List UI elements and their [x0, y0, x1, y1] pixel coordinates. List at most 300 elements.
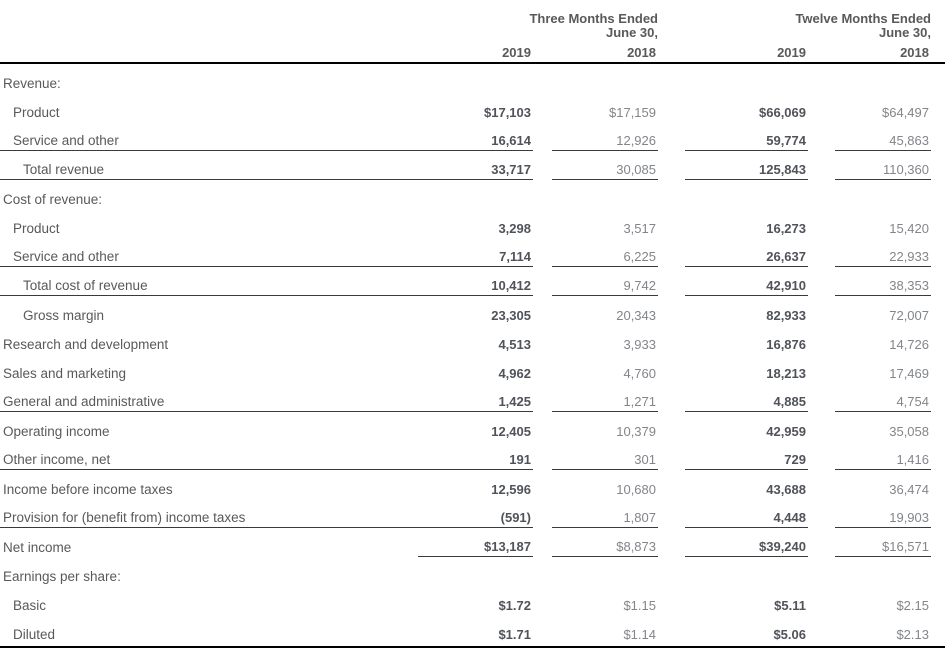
- table-row: [0, 361, 945, 390]
- value-text: 3,517: [623, 221, 656, 236]
- value-cell: [685, 216, 808, 238]
- value-cell: [418, 71, 533, 93]
- column-gap: [808, 158, 835, 180]
- right-padding: [931, 274, 945, 296]
- column-gap: [533, 419, 552, 441]
- value-cell: [685, 71, 808, 93]
- value-text: 19,903: [889, 510, 929, 525]
- table-row: [0, 303, 945, 332]
- value-text: $39,240: [759, 539, 806, 554]
- value-cell: [552, 448, 658, 470]
- header-label-spacer: [0, 26, 418, 40]
- column-gap: [658, 593, 685, 615]
- value-cell: [835, 622, 931, 644]
- column-gap: [808, 71, 835, 93]
- column-gap: [533, 564, 552, 586]
- value-cell: [418, 187, 533, 209]
- value-text: 10,379: [616, 424, 656, 439]
- value-cell: [418, 535, 533, 557]
- value-text: 30,085: [616, 162, 656, 177]
- right-padding: [931, 129, 945, 151]
- value-cell: [685, 361, 808, 383]
- value-cell: [685, 390, 808, 412]
- value-text: $1.72: [498, 598, 531, 613]
- value-text: 4,962: [498, 366, 531, 381]
- column-gap: [808, 506, 835, 528]
- right-padding: [931, 564, 945, 586]
- right-padding: [931, 71, 945, 93]
- right-padding: [931, 332, 945, 354]
- table-row: [0, 390, 945, 419]
- table-row: [0, 593, 945, 622]
- right-padding: [931, 419, 945, 441]
- value-text: $1.71: [498, 627, 531, 642]
- column-gap: [533, 332, 552, 354]
- table-row: [0, 564, 945, 593]
- value-cell: [552, 129, 658, 151]
- value-cell: [835, 158, 931, 180]
- value-cell: [418, 622, 533, 644]
- row-label: [0, 274, 418, 296]
- col-group-twelve-months-subtitle: June 30,: [878, 25, 931, 40]
- value-cell: [552, 419, 658, 441]
- row-label-text: Service and other: [13, 249, 119, 264]
- column-gap: [533, 216, 552, 238]
- value-cell: [552, 332, 658, 354]
- row-label: [0, 593, 418, 615]
- column-gap: [533, 506, 552, 528]
- value-cell: [552, 622, 658, 644]
- row-label-text: Operating income: [3, 424, 110, 439]
- value-cell: [418, 129, 533, 151]
- value-cell: [552, 245, 658, 267]
- value-text: 14,726: [889, 337, 929, 352]
- column-gap: [533, 274, 552, 296]
- table-row: [0, 129, 945, 158]
- column-gap: [808, 622, 835, 644]
- value-text: $5.11: [774, 598, 806, 613]
- value-cell: [552, 361, 658, 383]
- row-label: [0, 187, 418, 209]
- table-body: [0, 64, 945, 651]
- value-text: 18,213: [766, 366, 806, 381]
- column-gap: [808, 564, 835, 586]
- column-gap: [808, 274, 835, 296]
- value-cell: [835, 361, 931, 383]
- value-cell: [418, 158, 533, 180]
- row-label-text: Product: [13, 105, 60, 120]
- row-label-text: Sales and marketing: [3, 366, 127, 381]
- column-gap: [658, 187, 685, 209]
- value-text: 4,760: [623, 366, 656, 381]
- value-text: (591): [500, 510, 531, 525]
- row-label-text: Net income: [3, 540, 72, 555]
- table-row: [0, 274, 945, 303]
- column-gap: [808, 448, 835, 470]
- value-text: 125,843: [759, 162, 806, 177]
- table-row: [0, 419, 945, 448]
- value-cell: [418, 303, 533, 325]
- column-gap: [658, 303, 685, 325]
- row-label: [0, 245, 418, 267]
- value-cell: [835, 506, 931, 528]
- value-cell: [685, 419, 808, 441]
- value-text: $17,159: [609, 105, 656, 120]
- year-header-12m-2018: 2018: [900, 44, 929, 60]
- column-gap: [533, 100, 552, 122]
- value-text: 4,885: [773, 394, 806, 409]
- value-cell: [835, 390, 931, 412]
- column-gap: [533, 448, 552, 470]
- column-gap: [533, 71, 552, 93]
- value-cell: [835, 564, 931, 586]
- column-gap: [808, 100, 835, 122]
- header-title-row: [0, 12, 945, 26]
- value-text: 1,425: [498, 394, 531, 409]
- table-row: [0, 332, 945, 361]
- value-text: $1.15: [623, 598, 656, 613]
- row-label: [0, 390, 418, 412]
- column-gap: [658, 564, 685, 586]
- table-row: [0, 477, 945, 506]
- row-label: [0, 622, 418, 644]
- row-label-text: Other income, net: [3, 452, 111, 467]
- column-gap: [533, 535, 552, 557]
- value-text: 45,863: [889, 133, 929, 148]
- column-gap: [658, 477, 685, 499]
- value-cell: [835, 100, 931, 122]
- value-cell: [418, 100, 533, 122]
- value-cell: [835, 593, 931, 615]
- value-cell: [835, 535, 931, 557]
- value-cell: [685, 100, 808, 122]
- row-label-text: Revenue:: [3, 76, 61, 91]
- value-cell: [552, 564, 658, 586]
- value-text: 1,416: [896, 452, 929, 467]
- column-gap: [658, 390, 685, 412]
- right-padding: [931, 100, 945, 122]
- value-text: 72,007: [889, 308, 929, 323]
- value-cell: [418, 361, 533, 383]
- right-padding: [931, 187, 945, 209]
- value-cell: [685, 593, 808, 615]
- value-cell: [418, 419, 533, 441]
- value-text: 6,225: [623, 249, 656, 264]
- value-cell: [418, 477, 533, 499]
- value-cell: [552, 477, 658, 499]
- value-text: 3,298: [498, 221, 531, 236]
- row-label-text: General and administrative: [3, 394, 165, 409]
- value-text: $17,103: [484, 105, 531, 120]
- table-row: [0, 448, 945, 477]
- row-label: [0, 506, 418, 528]
- column-gap: [808, 390, 835, 412]
- column-gap: [533, 593, 552, 615]
- row-label-text: Diluted: [13, 627, 56, 642]
- value-text: 4,513: [498, 337, 531, 352]
- value-text: 42,910: [766, 278, 806, 293]
- value-cell: [835, 274, 931, 296]
- right-padding: [931, 303, 945, 325]
- column-gap: [658, 26, 685, 40]
- value-text: 4,754: [896, 394, 929, 409]
- value-cell: [835, 332, 931, 354]
- value-cell: [835, 129, 931, 151]
- value-text: $5.06: [773, 627, 806, 642]
- column-gap: [658, 361, 685, 383]
- right-padding: [931, 448, 945, 470]
- value-text: 43,688: [766, 482, 806, 497]
- value-cell: [552, 158, 658, 180]
- right-padding: [931, 12, 945, 26]
- value-cell: [685, 187, 808, 209]
- value-cell: [685, 129, 808, 151]
- value-cell: [685, 448, 808, 470]
- value-cell: [835, 477, 931, 499]
- value-text: 110,360: [882, 162, 929, 177]
- column-gap: [808, 303, 835, 325]
- row-label-text: Provision for (benefit from) income taxes: [3, 510, 246, 525]
- col-group-three-months-title: Three Months Ended: [529, 11, 658, 26]
- value-cell: [685, 535, 808, 557]
- value-cell: [835, 216, 931, 238]
- column-gap: [808, 535, 835, 557]
- column-gap: [533, 477, 552, 499]
- table-row: [0, 216, 945, 245]
- value-cell: [835, 245, 931, 267]
- value-text: 26,637: [766, 249, 806, 264]
- value-text: 59,774: [766, 133, 806, 148]
- value-cell: [552, 71, 658, 93]
- right-padding: [931, 361, 945, 383]
- row-label: [0, 361, 418, 383]
- table-row: [0, 245, 945, 274]
- value-cell: [552, 274, 658, 296]
- column-gap: [658, 129, 685, 151]
- value-text: 10,412: [491, 278, 531, 293]
- value-text: 17,469: [889, 366, 929, 381]
- value-text: 35,058: [889, 424, 929, 439]
- column-gap: [658, 245, 685, 267]
- column-gap: [658, 622, 685, 644]
- right-padding: [931, 535, 945, 557]
- value-text: 4,448: [773, 510, 806, 525]
- value-cell: [418, 332, 533, 354]
- column-gap: [658, 535, 685, 557]
- value-cell: [418, 245, 533, 267]
- row-label: [0, 71, 418, 93]
- row-label: [0, 100, 418, 122]
- table-row: [0, 158, 945, 187]
- column-gap: [808, 332, 835, 354]
- value-text: $8,873: [616, 539, 656, 554]
- right-padding: [931, 26, 945, 40]
- right-padding: [931, 593, 945, 615]
- row-label: [0, 448, 418, 470]
- row-label-text: Earnings per share:: [3, 569, 121, 584]
- row-label: [0, 216, 418, 238]
- row-label-text: Income before income taxes: [3, 482, 173, 497]
- year-header-3m-2019: 2019: [502, 44, 531, 60]
- value-text: 16,876: [766, 337, 806, 352]
- value-cell: [685, 274, 808, 296]
- value-cell: [418, 564, 533, 586]
- column-gap: [658, 274, 685, 296]
- right-padding: [931, 390, 945, 412]
- value-text: $1.14: [623, 627, 656, 642]
- value-cell: [685, 564, 808, 586]
- column-gap: [658, 216, 685, 238]
- value-text: 1,271: [623, 394, 656, 409]
- value-cell: [552, 593, 658, 615]
- row-label: [0, 129, 418, 151]
- year-header-12m-2019: 2019: [777, 44, 806, 60]
- value-cell: [685, 506, 808, 528]
- value-text: $16,571: [882, 539, 929, 554]
- value-text: 22,933: [889, 249, 929, 264]
- column-gap: [808, 129, 835, 151]
- value-text: 301: [634, 452, 656, 467]
- row-label: [0, 332, 418, 354]
- table-row: [0, 506, 945, 535]
- value-text: 33,717: [491, 162, 531, 177]
- row-label: [0, 535, 418, 557]
- row-label: [0, 158, 418, 180]
- table-row: [0, 535, 945, 564]
- value-cell: [418, 274, 533, 296]
- value-text: 82,933: [766, 308, 806, 323]
- value-cell: [552, 506, 658, 528]
- value-text: $13,187: [484, 539, 531, 554]
- value-text: 20,343: [616, 308, 656, 323]
- column-gap: [658, 332, 685, 354]
- row-label-text: Basic: [13, 598, 47, 613]
- column-gap: [808, 187, 835, 209]
- value-cell: [685, 303, 808, 325]
- column-gap: [533, 245, 552, 267]
- right-padding: [931, 506, 945, 528]
- value-text: 191: [509, 452, 531, 467]
- row-label-text: Service and other: [13, 133, 119, 148]
- value-text: 38,353: [889, 278, 929, 293]
- column-gap: [533, 158, 552, 180]
- value-text: 23,305: [491, 308, 531, 323]
- value-cell: [418, 390, 533, 412]
- value-text: 36,474: [889, 482, 929, 497]
- column-gap: [808, 419, 835, 441]
- table-row: [0, 100, 945, 129]
- value-text: $2.15: [896, 598, 929, 613]
- value-text: 16,273: [766, 221, 806, 236]
- row-label: [0, 419, 418, 441]
- value-text: 3,933: [623, 337, 656, 352]
- row-label-text: Total cost of revenue: [23, 278, 148, 293]
- bottom-rule: [0, 646, 945, 648]
- column-gap: [808, 245, 835, 267]
- value-cell: [685, 332, 808, 354]
- value-text: $64,497: [882, 105, 929, 120]
- column-gap: [658, 158, 685, 180]
- col-group-three-months-subtitle: June 30,: [605, 25, 658, 40]
- value-text: 12,405: [491, 424, 531, 439]
- row-label-text: Product: [13, 221, 60, 236]
- column-gap: [658, 100, 685, 122]
- value-text: 42,959: [766, 424, 806, 439]
- column-gap: [533, 390, 552, 412]
- value-cell: [835, 187, 931, 209]
- value-text: 9,742: [623, 278, 656, 293]
- value-cell: [835, 448, 931, 470]
- value-cell: [685, 158, 808, 180]
- value-text: 16,614: [491, 133, 531, 148]
- right-padding: [931, 477, 945, 499]
- row-label: [0, 303, 418, 325]
- value-cell: [418, 593, 533, 615]
- col-group-twelve-months-title: Twelve Months Ended: [795, 11, 931, 26]
- column-gap: [533, 303, 552, 325]
- value-text: $66,069: [759, 105, 806, 120]
- value-text: 729: [784, 452, 806, 467]
- column-gap: [808, 593, 835, 615]
- value-cell: [552, 535, 658, 557]
- column-gap: [808, 216, 835, 238]
- value-cell: [552, 216, 658, 238]
- column-gap: [808, 477, 835, 499]
- column-gap: [533, 187, 552, 209]
- right-padding: [931, 245, 945, 267]
- value-cell: [552, 100, 658, 122]
- column-gap: [533, 129, 552, 151]
- value-cell: [685, 245, 808, 267]
- column-gap: [658, 419, 685, 441]
- table-header: [0, 0, 945, 64]
- column-gap: [533, 622, 552, 644]
- value-text: 12,596: [491, 482, 531, 497]
- header-label-spacer: [0, 12, 418, 26]
- value-text: $2.13: [896, 627, 929, 642]
- value-cell: [552, 187, 658, 209]
- value-cell: [418, 506, 533, 528]
- column-gap: [658, 71, 685, 93]
- table-row: [0, 187, 945, 216]
- table-row: [0, 71, 945, 100]
- value-cell: [685, 622, 808, 644]
- header-subtitle-row: [0, 26, 945, 40]
- value-cell: [552, 303, 658, 325]
- value-cell: [418, 216, 533, 238]
- right-padding: [931, 622, 945, 644]
- header-years-row: [0, 40, 945, 64]
- value-cell: [685, 477, 808, 499]
- right-padding: [931, 158, 945, 180]
- value-text: 10,680: [616, 482, 656, 497]
- row-label: [0, 564, 418, 586]
- value-text: 12,926: [616, 133, 656, 148]
- row-label-text: Gross margin: [23, 308, 105, 323]
- column-gap: [533, 361, 552, 383]
- row-label-text: Cost of revenue:: [3, 192, 103, 207]
- column-gap: [658, 12, 685, 26]
- value-cell: [418, 448, 533, 470]
- value-text: 7,114: [499, 249, 531, 264]
- right-padding: [931, 216, 945, 238]
- year-header-3m-2018: 2018: [627, 44, 656, 60]
- value-cell: [552, 390, 658, 412]
- row-label-text: Total revenue: [23, 162, 105, 177]
- row-label: [0, 477, 418, 499]
- column-gap: [658, 506, 685, 528]
- row-label-text: Research and development: [3, 337, 169, 352]
